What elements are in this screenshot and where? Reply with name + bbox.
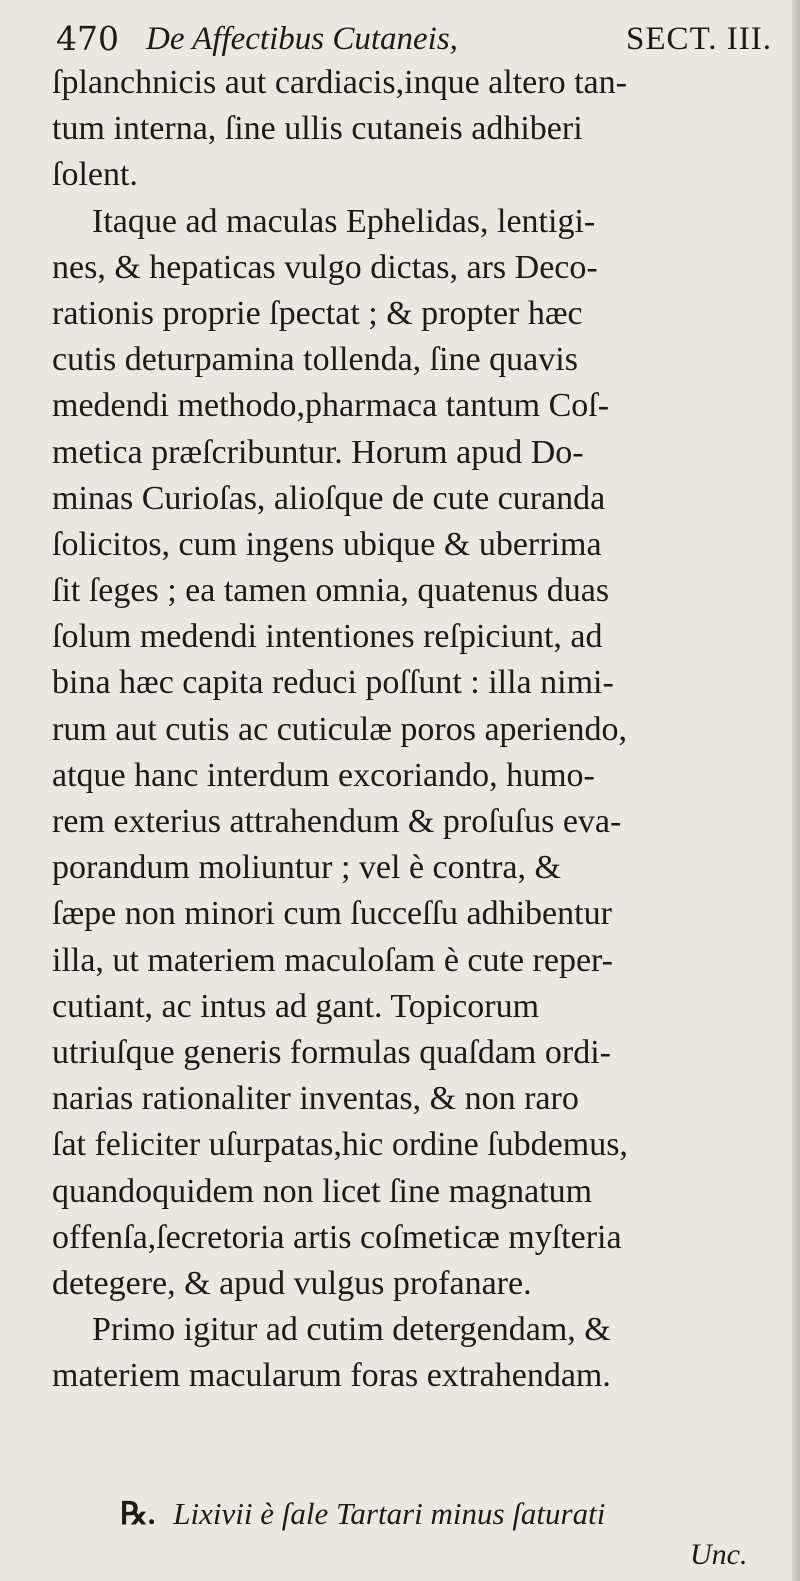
text-line: rem exterius attrahendum & proſuſus eva- — [52, 803, 622, 840]
text-line: bina hæc capita reduci poſſunt : illa nimi- — [52, 664, 614, 702]
text-line: ſæpe non minori cum ſucceſſu adhibentur — [52, 895, 612, 933]
text-line: illa, ut materiem maculoſam è cute reper- — [52, 941, 613, 979]
recipe-line — [120, 1496, 760, 1532]
running-title: De Affectibus Cutaneis, — [146, 21, 458, 57]
text-line: minas Curioſas, alioſque de cute curanda — [52, 479, 606, 517]
text-line: metica præſcribuntur. Horum apud Do- — [52, 433, 584, 471]
text-line: nes, & hepaticas vulgo dictas, ars Deco- — [52, 248, 598, 286]
catchword: Unc. — [690, 1538, 748, 1571]
text-line: utriuſque generis formulas quaſdam ordi- — [52, 1033, 611, 1071]
recipe-text: Lixivii è ſale Tartari minus ſaturati — [173, 1496, 606, 1531]
text-line: rum aut cutis ac cuticulæ poros aperiendo, — [52, 710, 627, 748]
page-header — [56, 14, 786, 64]
text-line: ſolicitos, cum ingens ubique & uberrima — [52, 525, 602, 563]
text-line: Primo igitur ad cutim detergendam, & — [92, 1311, 611, 1349]
text-line: tum interna, ſine ullis cutaneis adhiberi — [52, 110, 583, 148]
text-line: ſolum medendi intentiones reſpiciunt, ad — [52, 618, 603, 656]
text-line: ſit ſeges ; ea tamen omnia, quatenus duas — [52, 572, 610, 610]
body-text — [52, 60, 782, 1399]
section-heading: SECT. III. — [626, 21, 772, 57]
text-line: narias rationaliter inventas, & non raro — [52, 1080, 579, 1118]
text-line: Itaque ad maculas Ephelidas, lentigi- — [92, 202, 596, 240]
text-line: ſat feliciter uſurpatas,hic ordine ſubdemus, — [52, 1126, 628, 1164]
text-line: ſolent. — [52, 156, 138, 194]
text-line: medendi methodo,pharmaca tantum Coſ- — [52, 387, 610, 425]
page-number: 470 — [56, 19, 119, 58]
text-line: cutis deturpamina tollenda, ſine quavis — [52, 341, 578, 379]
text-line: cutiant, ac intus ad gant. Topicorum — [52, 987, 540, 1025]
text-line: porandum moliuntur ; vel è contra, & — [52, 849, 561, 887]
text-line: detegere, & apud vulgus profanare. — [52, 1264, 532, 1302]
text-line: ſplanchnicis aut cardiacis,inque altero tan- — [52, 64, 627, 101]
text-line: materiem macularum foras extrahendam. — [52, 1357, 611, 1395]
text-line: quandoquidem non licet ſine magnatum — [52, 1172, 593, 1210]
page-edge — [792, 0, 800, 1581]
recipe-symbol: ℞. — [120, 1496, 156, 1531]
text-line: rationis proprie ſpectat ; & propter hæc — [52, 294, 583, 332]
text-line: offenſa,ſecretoria artis coſmeticæ myſteria — [52, 1218, 622, 1256]
text-line: atque hanc interdum excoriando, humo- — [52, 756, 595, 794]
